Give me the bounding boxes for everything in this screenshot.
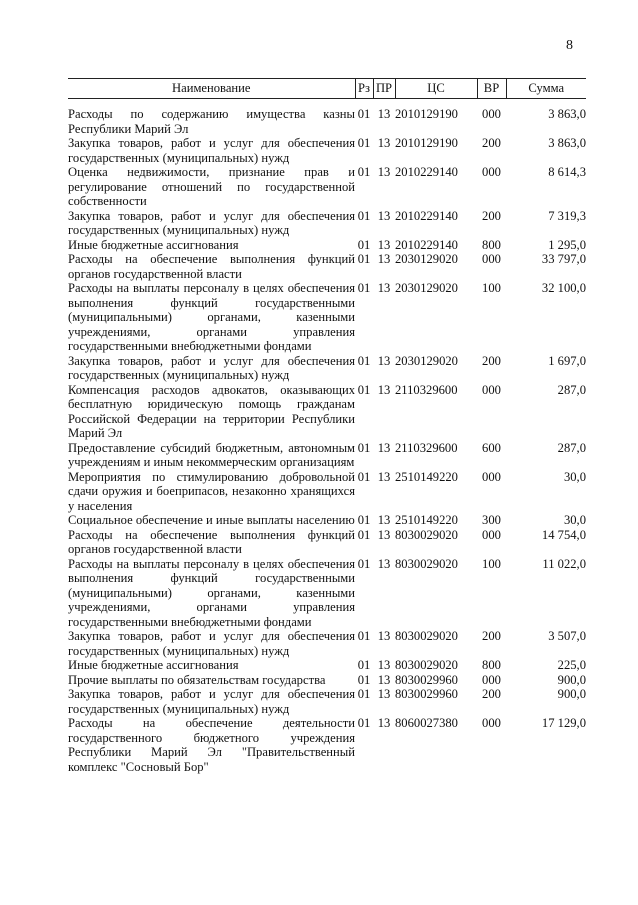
cell-name: Предоставление субсидий бюджетным, автономным учреждениям и иным некоммерческим организациям <box>68 440 355 469</box>
cell-sum: 225,0 <box>557 658 586 672</box>
cell-vr: 000 <box>482 672 501 687</box>
cell-cs: 8030029020 <box>395 556 458 571</box>
cell-sum: 900,0 <box>557 672 586 687</box>
cell-sum: 30,0 <box>563 513 586 527</box>
cell-vr: 000 <box>482 716 501 730</box>
header-rz: Рз <box>355 79 373 99</box>
cell-rz: 01 <box>357 527 371 542</box>
table-row <box>68 441 586 470</box>
cell-rz: 01 <box>357 687 371 701</box>
header-cs: ЦС <box>395 79 477 99</box>
cell-rz: 01 <box>357 469 371 484</box>
cell-vr: 200 <box>482 353 501 368</box>
cell-rz: 01 <box>357 672 371 687</box>
cell-cs: 2010229140 <box>395 237 458 252</box>
cell-vr: 000 <box>482 527 501 542</box>
cell-cs: 2010129190 <box>395 107 458 121</box>
table-row <box>68 528 586 557</box>
cell-pr: 13 <box>377 440 391 455</box>
cell-pr: 13 <box>377 469 391 484</box>
cell-name: Закупка товаров, работ и услуг для обеспечения государственных (муниципальных) нужд <box>68 687 355 716</box>
table-row <box>68 136 586 165</box>
cell-cs: 2510149220 <box>395 513 458 527</box>
header-sum: Сумма <box>506 79 586 99</box>
cell-vr: 000 <box>482 382 501 397</box>
cell-name: Закупка товаров, работ и услуг для обеспечения государственных (муниципальных) нужд <box>68 629 355 658</box>
cell-cs: 2110329600 <box>395 440 458 455</box>
cell-name: Закупка товаров, работ и услуг для обеспечения государственных (муниципальных) нужд <box>68 353 355 382</box>
cell-rz: 01 <box>357 556 371 571</box>
cell-vr: 000 <box>482 252 501 266</box>
cell-name: Расходы на обеспечение выполнения функций органов государственной власти <box>68 527 355 556</box>
cell-sum: 14 754,0 <box>541 527 586 542</box>
header-row <box>68 79 586 99</box>
cell-cs: 2510149220 <box>395 469 458 484</box>
header-pr: ПР <box>373 79 395 99</box>
cell-name: Компенсация расходов адвокатов, оказывающих бесплатную юридическую помощь гражданам Российской Федерации на территории Республики Марий Эл <box>68 382 355 440</box>
cell-sum: 287,0 <box>557 382 586 397</box>
cell-sum: 33 797,0 <box>541 252 586 266</box>
cell-rz: 01 <box>357 658 371 672</box>
cell-name: Мероприятия по стимулированию добровольной сдачи оружия и боеприпасов, незаконно хранящихся у населения <box>68 469 355 513</box>
table-row <box>68 716 586 774</box>
table-row <box>68 687 586 716</box>
cell-pr: 13 <box>377 658 391 672</box>
cell-cs: 8030029020 <box>395 658 458 672</box>
cell-rz: 01 <box>357 252 371 266</box>
cell-pr: 13 <box>377 107 391 121</box>
cell-name: Социальное обеспечение и иные выплаты населению <box>68 513 355 527</box>
cell-rz: 01 <box>357 208 371 223</box>
cell-pr: 13 <box>377 237 391 252</box>
cell-name: Расходы на выплаты персоналу в целях обеспечения выполнения функций государственными (муниципальными) органами, казенными учреждениями, органами управления государственными внебюджетными фондами <box>68 281 355 353</box>
table-row <box>68 354 586 383</box>
cell-cs: 2010229140 <box>395 208 458 223</box>
cell-name: Закупка товаров, работ и услуг для обеспечения государственных (муниципальных) нужд <box>68 136 355 165</box>
cell-rz: 01 <box>357 107 371 121</box>
cell-vr: 200 <box>482 687 501 701</box>
cell-vr: 000 <box>482 469 501 484</box>
cell-rz: 01 <box>357 382 371 397</box>
cell-cs: 2030129020 <box>395 353 458 368</box>
cell-cs: 8030029020 <box>395 527 458 542</box>
cell-cs: 2010129190 <box>395 136 458 150</box>
cell-rz: 01 <box>357 237 371 252</box>
cell-rz: 01 <box>357 513 371 527</box>
cell-sum: 1 697,0 <box>548 353 586 368</box>
cell-vr: 100 <box>482 556 501 571</box>
cell-pr: 13 <box>377 513 391 527</box>
cell-vr: 800 <box>482 237 501 252</box>
cell-vr: 600 <box>482 440 501 455</box>
cell-vr: 100 <box>482 281 501 295</box>
cell-cs: 8030029960 <box>395 687 458 701</box>
cell-pr: 13 <box>377 281 391 295</box>
cell-pr: 13 <box>377 716 391 730</box>
table-row <box>68 252 586 281</box>
table-row <box>68 658 586 673</box>
header-vr: ВР <box>477 79 506 99</box>
cell-pr: 13 <box>377 208 391 223</box>
cell-name: Оценка недвижимости, признание прав и регулирование отношений по государственной собственности <box>68 165 355 208</box>
budget-table <box>68 78 586 774</box>
cell-rz: 01 <box>357 629 371 643</box>
cell-vr: 000 <box>482 165 501 179</box>
cell-sum: 3 863,0 <box>548 136 586 150</box>
cell-vr: 300 <box>482 513 501 527</box>
cell-vr: 000 <box>482 107 501 121</box>
cell-pr: 13 <box>377 353 391 368</box>
header-gap <box>68 99 586 108</box>
cell-sum: 287,0 <box>557 440 586 455</box>
table-row <box>68 209 586 238</box>
cell-rz: 01 <box>357 136 371 150</box>
cell-pr: 13 <box>377 136 391 150</box>
cell-pr: 13 <box>377 629 391 643</box>
cell-pr: 13 <box>377 252 391 266</box>
cell-vr: 200 <box>482 629 501 643</box>
cell-vr: 800 <box>482 658 501 672</box>
cell-name: Расходы на обеспечение деятельности государственного бюджетного учреждения Республики Марий Эл "Правительственный комплекс "Сосновый Бор" <box>68 716 355 774</box>
cell-sum: 1 295,0 <box>548 237 586 252</box>
cell-rz: 01 <box>357 281 371 295</box>
cell-sum: 11 022,0 <box>542 556 586 571</box>
table-row <box>68 673 586 688</box>
cell-cs: 2030129020 <box>395 281 458 295</box>
cell-sum: 17 129,0 <box>541 716 586 730</box>
cell-cs: 2030129020 <box>395 252 458 266</box>
cell-sum: 3 863,0 <box>548 107 586 121</box>
table-row <box>68 107 586 136</box>
table-row <box>68 383 586 441</box>
cell-sum: 30,0 <box>563 469 586 484</box>
table-row <box>68 238 586 253</box>
cell-name: Закупка товаров, работ и услуг для обеспечения государственных (муниципальных) нужд <box>68 208 355 237</box>
cell-pr: 13 <box>377 687 391 701</box>
cell-name: Расходы на выплаты персоналу в целях обеспечения выполнения функций государственными (муниципальными) органами, казенными учреждениями, органами управления государственными внебюджетными фондами <box>68 556 355 629</box>
table-body <box>68 99 586 775</box>
cell-rz: 01 <box>357 716 371 730</box>
cell-rz: 01 <box>357 440 371 455</box>
cell-pr: 13 <box>377 165 391 179</box>
cell-name: Расходы на обеспечение выполнения функций органов государственной власти <box>68 252 355 281</box>
cell-name: Иные бюджетные ассигнования <box>68 658 239 672</box>
cell-cs: 8030029020 <box>395 629 458 643</box>
cell-sum: 900,0 <box>557 687 586 701</box>
cell-sum: 32 100,0 <box>541 281 586 295</box>
cell-pr: 13 <box>377 556 391 571</box>
cell-sum: 3 507,0 <box>548 629 586 643</box>
cell-pr: 13 <box>377 527 391 542</box>
header-name: Наименование <box>68 79 355 99</box>
page-number: 8 <box>566 38 573 53</box>
cell-name: Прочие выплаты по обязательствам государства <box>68 672 326 687</box>
cell-name: Расходы по содержанию имущества казны Республики Марий Эл <box>68 107 355 136</box>
table-row <box>68 513 586 528</box>
table-row <box>68 281 586 354</box>
table-row <box>68 557 586 630</box>
cell-rz: 01 <box>357 353 371 368</box>
cell-cs: 2110329600 <box>395 382 458 397</box>
cell-pr: 13 <box>377 672 391 687</box>
cell-rz: 01 <box>357 165 371 179</box>
table-row <box>68 165 586 209</box>
cell-cs: 2010229140 <box>395 165 458 179</box>
cell-pr: 13 <box>377 382 391 397</box>
cell-name: Иные бюджетные ассигнования <box>68 237 239 252</box>
cell-cs: 8060027380 <box>395 716 458 730</box>
table-row <box>68 470 586 514</box>
cell-vr: 200 <box>482 136 501 150</box>
cell-sum: 8 614,3 <box>548 165 586 179</box>
cell-cs: 8030029960 <box>395 672 458 687</box>
table-row <box>68 629 586 658</box>
cell-vr: 200 <box>482 208 501 223</box>
cell-sum: 7 319,3 <box>548 208 586 223</box>
